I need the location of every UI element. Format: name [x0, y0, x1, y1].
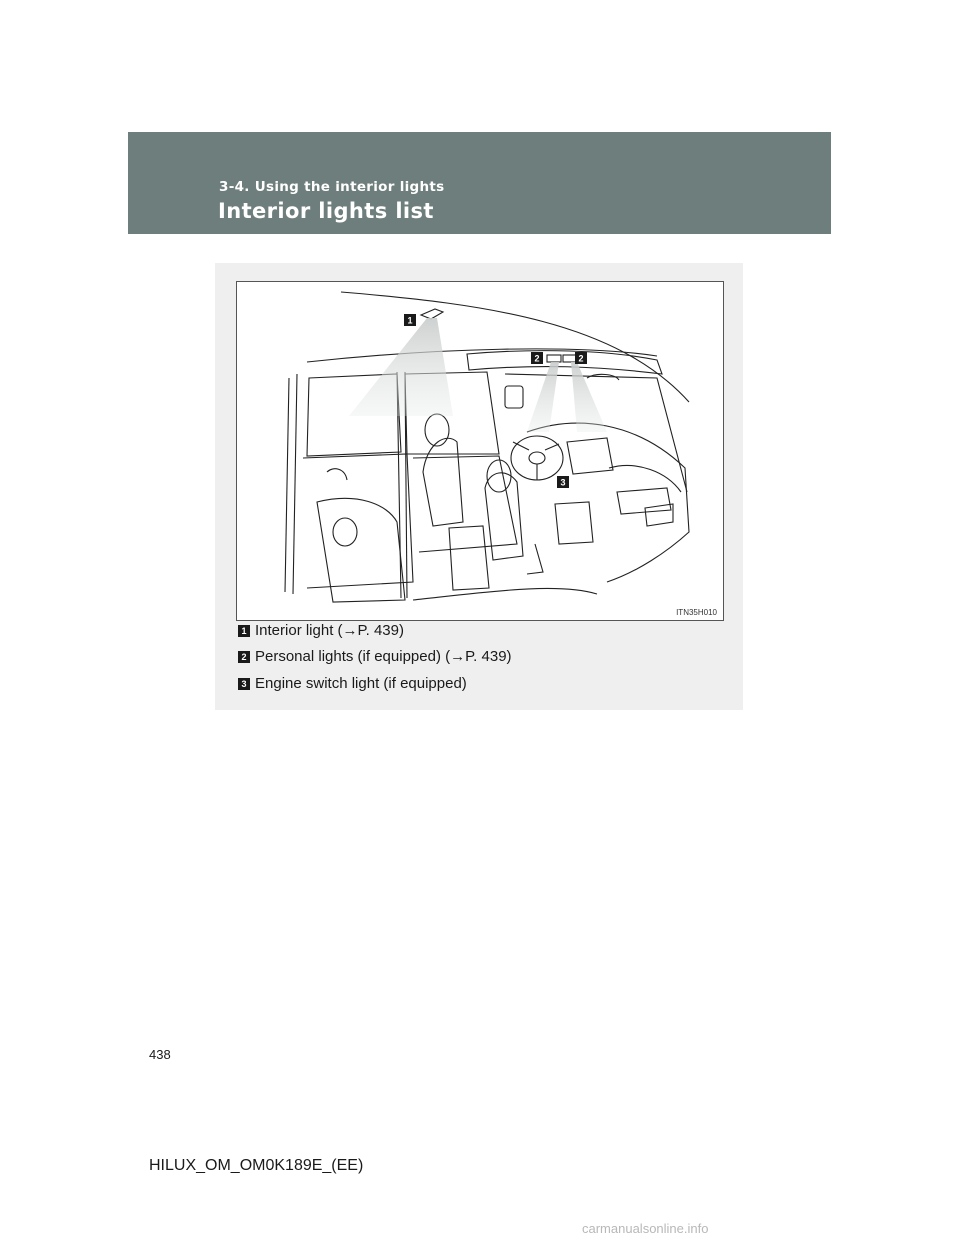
- legend-text: Interior light (→P. 439): [255, 622, 404, 639]
- callout-2a: 2: [534, 353, 540, 364]
- section-header: [128, 132, 831, 234]
- cabin-illustration: [236, 281, 724, 621]
- footer-document-code: HILUX_OM_OM0K189E_(EE): [149, 1157, 364, 1174]
- legend-badge-2: 2: [238, 651, 250, 663]
- callout-3: 3: [560, 477, 566, 488]
- legend-item: [238, 675, 467, 692]
- page-title: Interior lights list: [218, 199, 434, 223]
- legend-badge-3: 3: [238, 678, 250, 690]
- legend-item: [238, 622, 404, 639]
- legend-item: [238, 648, 512, 665]
- page-number: 438: [149, 1047, 171, 1062]
- callout-2b: 2: [578, 353, 584, 364]
- legend-badge-1: 1: [238, 625, 250, 637]
- callout-1: 1: [407, 315, 413, 326]
- legend-text: Engine switch light (if equipped): [255, 675, 467, 692]
- legend-text: Personal lights (if equipped) (→P. 439): [255, 648, 512, 665]
- figure-code: ITN35H010: [676, 608, 717, 617]
- watermark: carmanualsonline.info: [582, 1221, 709, 1236]
- content-panel: [215, 263, 743, 710]
- section-label: 3-4. Using the interior lights: [219, 179, 445, 195]
- cabin-drawing: [237, 282, 723, 620]
